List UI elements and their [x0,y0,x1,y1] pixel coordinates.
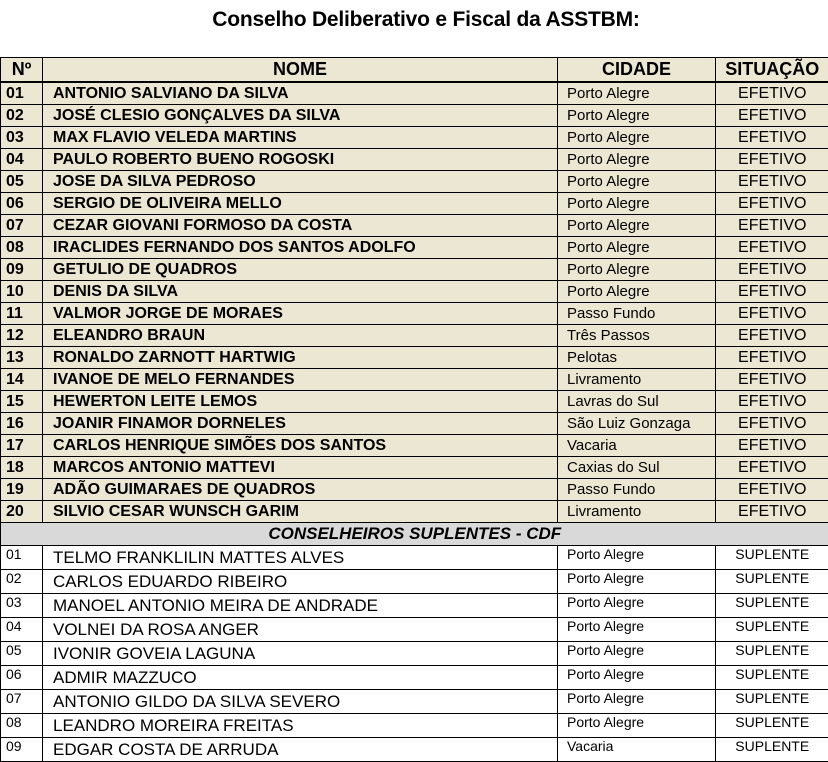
member-city: Porto Alegre [558,618,716,642]
member-city: Porto Alegre [558,215,716,237]
member-status: EFETIVO [716,325,828,347]
efetivo-row [1,281,828,303]
member-city: Porto Alegre [558,259,716,281]
member-status: EFETIVO [716,259,828,281]
member-city: Porto Alegre [558,193,716,215]
member-number: 08 [1,714,43,738]
member-city: Porto Alegre [558,237,716,259]
member-name: HEWERTON LEITE LEMOS [43,391,558,413]
member-city: Lavras do Sul [558,391,716,413]
header-cidade: CIDADE [558,58,716,83]
header-situacao: SITUAÇÃO [716,58,828,83]
efetivo-row [1,303,828,325]
member-number: 02 [1,570,43,594]
efetivo-row [1,193,828,215]
member-name: GETULIO DE QUADROS [43,259,558,281]
efetivo-row [1,501,828,523]
efetivo-row [1,413,828,435]
member-number: 10 [1,281,43,303]
member-name: ANTONIO GILDO DA SILVA SEVERO [43,690,558,714]
member-city: Vacaria [558,435,716,457]
member-name: RONALDO ZARNOTT HARTWIG [43,347,558,369]
efetivo-row [1,479,828,501]
member-status: EFETIVO [716,413,828,435]
member-status: EFETIVO [716,457,828,479]
efetivo-row [1,149,828,171]
efetivo-row [1,391,828,413]
suplente-row [1,642,828,666]
member-name: ADÃO GUIMARAES DE QUADROS [43,479,558,501]
member-name: JOANIR FINAMOR DORNELES [43,413,558,435]
member-number: 09 [1,259,43,281]
suplente-row [1,618,828,642]
member-city: Livramento [558,369,716,391]
council-table [0,57,828,762]
member-status: EFETIVO [716,105,828,127]
member-number: 05 [1,642,43,666]
member-city: Porto Alegre [558,281,716,303]
member-name: VALMOR JORGE DE MORAES [43,303,558,325]
member-number: 07 [1,690,43,714]
member-status: SUPLENTE [716,690,828,714]
efetivo-row [1,237,828,259]
efetivo-row [1,435,828,457]
member-city: Porto Alegre [558,714,716,738]
member-number: 07 [1,215,43,237]
member-city: Porto Alegre [558,149,716,171]
member-name: JOSE DA SILVA PEDROSO [43,171,558,193]
member-number: 18 [1,457,43,479]
member-status: SUPLENTE [716,618,828,642]
member-city: Livramento [558,501,716,523]
member-status: EFETIVO [716,435,828,457]
suplente-row [1,690,828,714]
member-number: 06 [1,193,43,215]
suplente-row [1,714,828,738]
member-status: EFETIVO [716,82,828,105]
member-status: EFETIVO [716,237,828,259]
member-name: SILVIO CESAR WUNSCH GARIM [43,501,558,523]
member-city: Três Passos [558,325,716,347]
member-number: 08 [1,237,43,259]
member-number: 02 [1,105,43,127]
member-number: 12 [1,325,43,347]
member-city: Porto Alegre [558,82,716,105]
table-header-row [1,58,828,83]
member-number: 04 [1,618,43,642]
member-number: 01 [1,546,43,570]
member-status: SUPLENTE [716,546,828,570]
efetivos-body [1,82,828,523]
member-status: EFETIVO [716,369,828,391]
member-number: 11 [1,303,43,325]
member-name: ELEANDRO BRAUN [43,325,558,347]
member-number: 09 [1,738,43,762]
member-number: 01 [1,82,43,105]
efetivo-row [1,82,828,105]
member-name: MARCOS ANTONIO MATTEVI [43,457,558,479]
suplentes-section [1,523,828,546]
member-status: SUPLENTE [716,570,828,594]
efetivo-row [1,457,828,479]
member-name: CARLOS HENRIQUE SIMÕES DOS SANTOS [43,435,558,457]
suplente-row [1,570,828,594]
suplentes-body [1,546,828,762]
member-name: DENIS DA SILVA [43,281,558,303]
member-status: EFETIVO [716,171,828,193]
member-status: EFETIVO [716,303,828,325]
member-status: SUPLENTE [716,666,828,690]
member-city: Vacaria [558,738,716,762]
member-name: CARLOS EDUARDO RIBEIRO [43,570,558,594]
efetivo-row [1,259,828,281]
member-city: Porto Alegre [558,171,716,193]
member-number: 19 [1,479,43,501]
member-city: Porto Alegre [558,546,716,570]
member-name: SERGIO DE OLIVEIRA MELLO [43,193,558,215]
member-name: CEZAR GIOVANI FORMOSO DA COSTA [43,215,558,237]
member-name: JOSÉ CLESIO GONÇALVES DA SILVA [43,105,558,127]
section-header-row [1,523,828,546]
member-status: EFETIVO [716,149,828,171]
member-number: 03 [1,127,43,149]
member-name: IVONIR GOVEIA LAGUNA [43,642,558,666]
section-title: CONSELHEIROS SUPLENTES - CDF [1,523,828,546]
member-city: Pelotas [558,347,716,369]
member-city: São Luiz Gonzaga [558,413,716,435]
member-city: Porto Alegre [558,127,716,149]
member-number: 16 [1,413,43,435]
member-status: EFETIVO [716,479,828,501]
member-city: Porto Alegre [558,666,716,690]
member-status: EFETIVO [716,193,828,215]
suplente-row [1,738,828,762]
member-number: 06 [1,666,43,690]
member-number: 05 [1,171,43,193]
member-city: Passo Fundo [558,303,716,325]
member-name: ADMIR MAZZUCO [43,666,558,690]
member-name: VOLNEI DA ROSA ANGER [43,618,558,642]
member-city: Caxias do Sul [558,457,716,479]
member-number: 20 [1,501,43,523]
efetivo-row [1,325,828,347]
member-name: PAULO ROBERTO BUENO ROGOSKI [43,149,558,171]
member-number: 15 [1,391,43,413]
document-title: Conselho Deliberativo e Fiscal da ASSTBM: [0,8,828,32]
member-number: 04 [1,149,43,171]
efetivo-row [1,215,828,237]
member-status: EFETIVO [716,215,828,237]
member-status: EFETIVO [716,281,828,303]
member-city: Porto Alegre [558,570,716,594]
member-status: EFETIVO [716,127,828,149]
member-number: 14 [1,369,43,391]
suplente-row [1,666,828,690]
member-status: SUPLENTE [716,594,828,618]
member-status: SUPLENTE [716,738,828,762]
member-status: EFETIVO [716,347,828,369]
member-city: Porto Alegre [558,690,716,714]
member-number: 13 [1,347,43,369]
suplente-row [1,594,828,618]
efetivo-row [1,105,828,127]
efetivo-row [1,127,828,149]
member-city: Porto Alegre [558,594,716,618]
member-name: IVANOE DE MELO FERNANDES [43,369,558,391]
member-status: EFETIVO [716,501,828,523]
member-status: SUPLENTE [716,642,828,666]
member-name: MANOEL ANTONIO MEIRA DE ANDRADE [43,594,558,618]
member-number: 03 [1,594,43,618]
member-name: ANTONIO SALVIANO DA SILVA [43,82,558,105]
member-name: TELMO FRANKLILIN MATTES ALVES [43,546,558,570]
efetivo-row [1,347,828,369]
member-city: Porto Alegre [558,105,716,127]
member-city: Porto Alegre [558,642,716,666]
member-name: MAX FLAVIO VELEDA MARTINS [43,127,558,149]
member-number: 17 [1,435,43,457]
member-name: IRACLIDES FERNANDO DOS SANTOS ADOLFO [43,237,558,259]
member-status: SUPLENTE [716,714,828,738]
member-name: EDGAR COSTA DE ARRUDA [43,738,558,762]
efetivo-row [1,171,828,193]
member-status: EFETIVO [716,391,828,413]
member-name: LEANDRO MOREIRA FREITAS [43,714,558,738]
efetivo-row [1,369,828,391]
suplente-row [1,546,828,570]
header-no: Nº [1,58,43,83]
member-city: Passo Fundo [558,479,716,501]
header-nome: NOME [43,58,558,83]
